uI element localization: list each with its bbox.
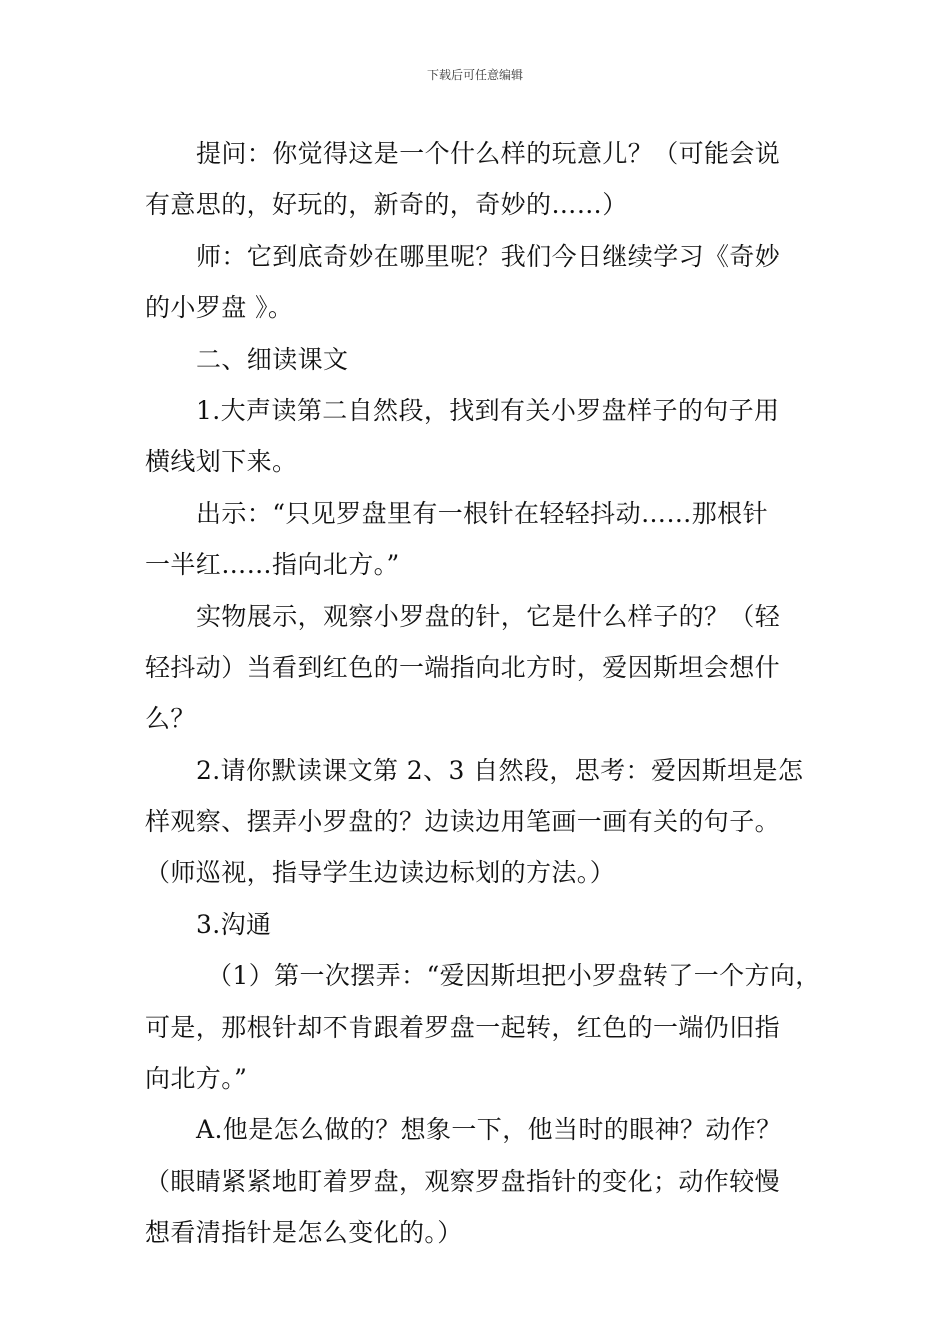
text-line: 2.请你默读课文第 2、3 自然段，思考：爱因斯坦是怎 [196, 755, 804, 785]
text-line: 有意思的，好玩的，新奇的，奇妙的……） [145, 190, 628, 220]
text-line: 么？ [145, 704, 196, 734]
subsection-heading: 3.沟通 [196, 909, 272, 939]
text-line: 想看清指针是怎么变化的。） [145, 1218, 463, 1248]
text-line: A.他是怎么做的？想象一下，他当时的眼神？动作？ [196, 1115, 782, 1145]
text-line: （1）第一次摆弄：“爱因斯坦把小罗盘转了一个方向， [207, 961, 821, 991]
text-line: 实物展示，观察小罗盘的针，它是什么样子的？（轻 [196, 601, 781, 631]
page-header: 下载后可任意编辑 [426, 68, 523, 82]
text-line: 1.大声读第二自然段，找到有关小罗盘样子的句子用 [196, 395, 780, 425]
text-line: 轻抖动）当看到红色的一端指向北方时，爱因斯坦会想什 [145, 652, 781, 682]
text-line: 横线划下来。 [145, 447, 298, 477]
text-line: 师：它到底奇妙在哪里呢？我们今日继续学习《奇妙 [196, 241, 781, 271]
text-line: 可是，那根针却不肯跟着罗盘一起转，红色的一端仍旧指 [145, 1012, 781, 1042]
document-body [145, 128, 821, 1259]
text-line: 样观察、摆弄小罗盘的？边读边用笔画一画有关的句子。 [145, 807, 781, 837]
text-line: 的小罗盘 》。 [145, 293, 294, 323]
text-line: 向北方。” [145, 1064, 248, 1094]
text-line: （师巡视，指导学生边读边标划的方法。） [145, 858, 616, 888]
text-line: 一半红……指向北方。” [145, 550, 400, 580]
text-line: 出示：“只见罗盘里有一根针在轻轻抖动……那根针 [196, 498, 768, 528]
text-line: （眼睛紧紧地盯着罗盘，观察罗盘指针的变化；动作较慢 [145, 1166, 781, 1196]
text-line: 提问：你觉得这是一个什么样的玩意儿？（可能会说 [196, 139, 781, 168]
section-heading: 二、细读课文 [196, 344, 349, 374]
